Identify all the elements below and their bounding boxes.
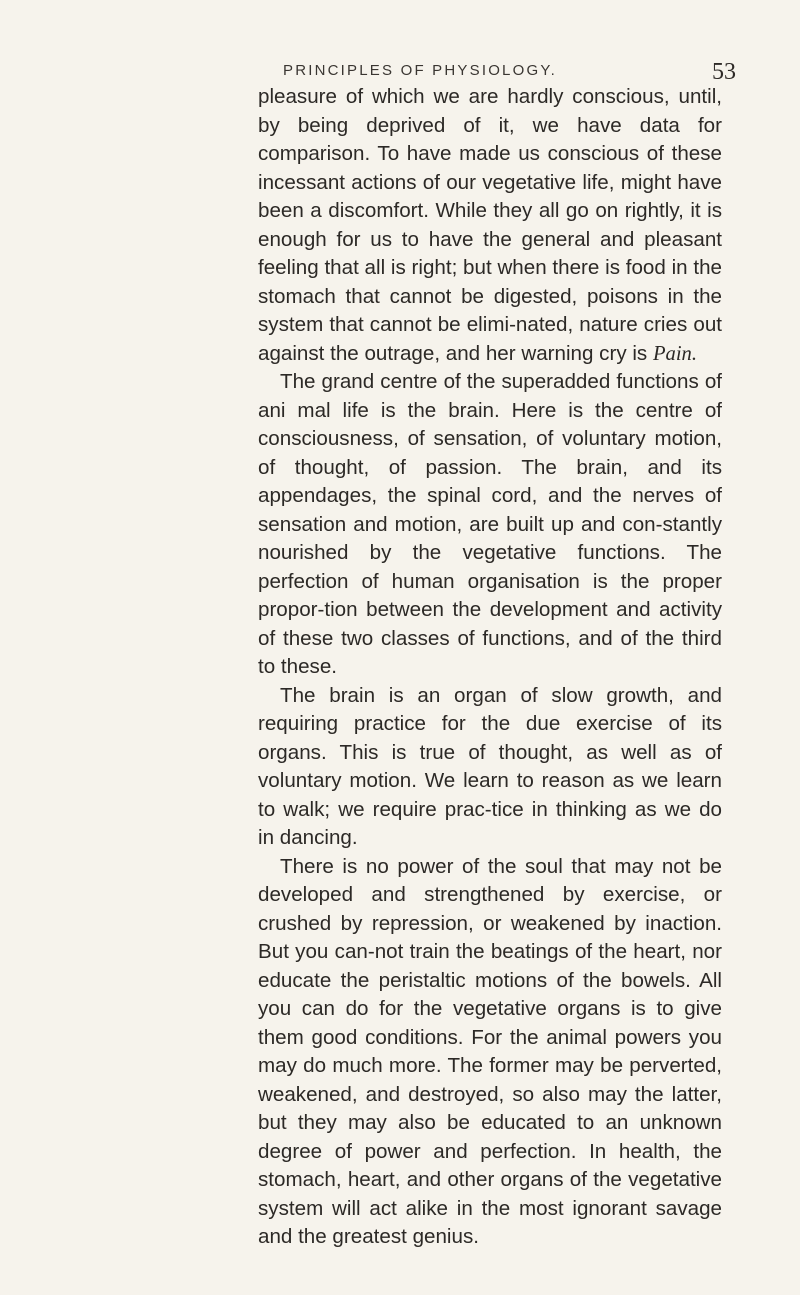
body-text [258,83,722,1252]
paragraph-2-text: The grand centre of the superadded functions of ani mal life is the brain. Here is the centre of consciousness, of sensation, of voluntary motion, of thought, of passion. The brain, and its appendages, the spinal cord, and the nerves of sensation and motion, are built up and con-stantly nourished by the vegetative functions. The perfection of human organisation is the proper propor-tion between the development and activity of these two classes of functions, and of the third to these. [258,370,722,678]
paragraph-4 [258,853,722,1252]
paragraph-1 [258,83,722,368]
paragraph-4-text: There is no power of the soul that may not be developed and strengthened by exercise, or crushed by repression, or weakened by inaction. But you can-not train the beatings of the heart, nor educate the peristaltic motions of the bowels. All you can do for the vegetative organs is to give them good conditions. For the animal powers you may do much more. The former may be perverted, weakened, and destroyed, so also may the latter, but they may also be educated to an unknown degree of power and perfection. In health, the stomach, heart, and other organs of the vegetative system will act alike in the most ignorant savage and the greatest genius. [258,854,722,1248]
paragraph-2 [258,368,722,682]
paragraph-1-italic-word: Pain. [652,342,697,365]
running-title: PRINCIPLES OF PHYSIOLOGY. [283,62,557,79]
paragraph-3-text: The brain is an organ of slow growth, and requiring practice for the due exercise of its organs. This is true of thought, as well as of voluntary motion. We learn to reason as we learn to walk; we require prac-tice in thinking as we do in dancing. [258,683,722,849]
paragraph-3 [258,682,722,853]
page-number: 53 [712,59,736,85]
paragraph-1-text: pleasure of which we are hardly conscious, until, by being deprived of it, we have data for comparison. To have made us conscious of these incessant actions of our vegetative life, might have been a discomfort. While they all go on rightly, it is enough for us to have the general and pleasant feeling that all is right; but when there is food in the stomach that cannot be digested, poisons in the system that cannot be elimi-nated, nature cries out against the outrage, and her warning cry is [258,85,722,365]
